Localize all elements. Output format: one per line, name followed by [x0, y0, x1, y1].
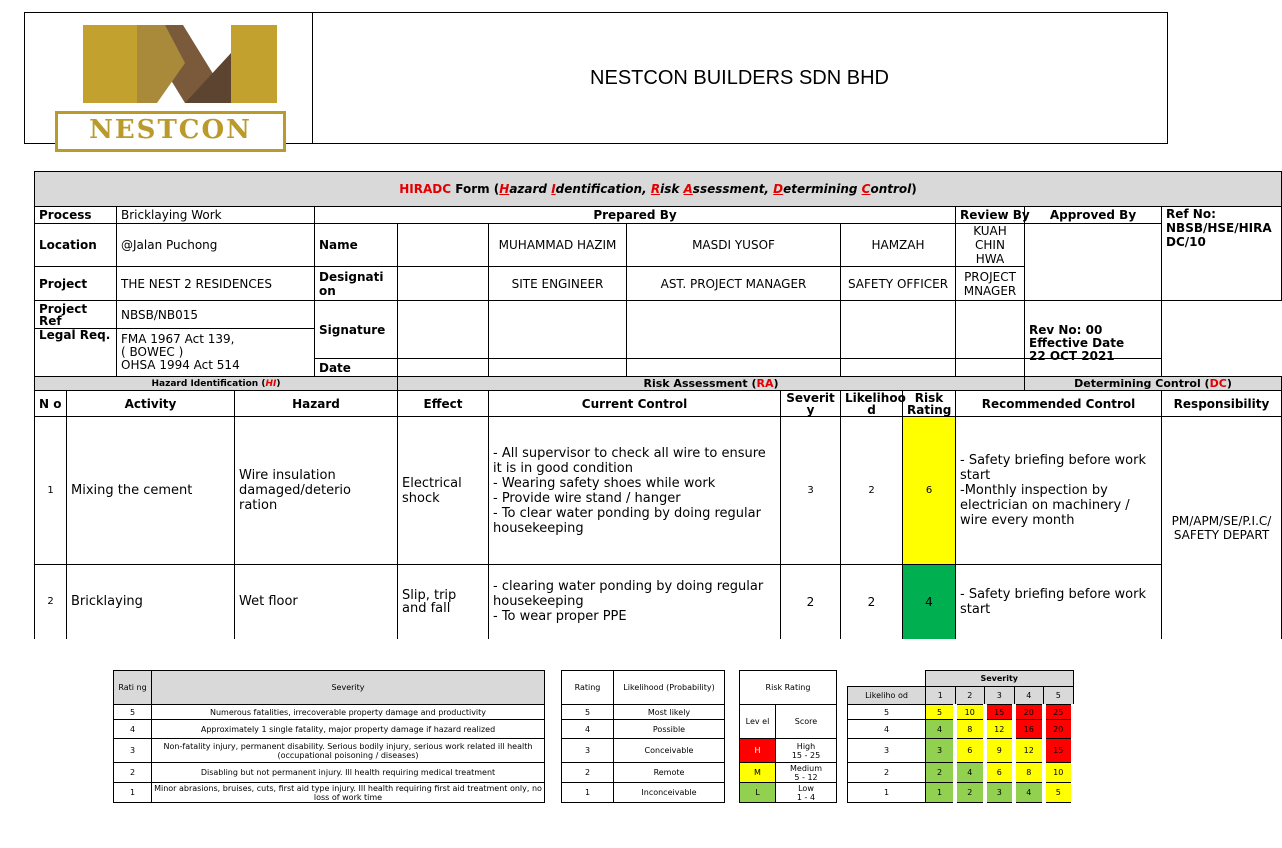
- matrix-col-head: 5: [1044, 687, 1074, 705]
- process-label: Process: [35, 207, 117, 224]
- matrix-row-likelihood: 2: [848, 763, 926, 783]
- matrix-cell: 20: [1044, 720, 1074, 739]
- matrix-cell: 8: [955, 720, 985, 739]
- severity-desc: Minor abrasions, bruises, cuts, first aid type injury. Ill health requiring first aid treatment only, no loss of work time: [152, 783, 545, 803]
- row-1-hazard: Wire insulation damaged/deterio ration: [235, 417, 398, 565]
- col-severity: Severit y: [781, 391, 841, 417]
- matrix-cell: 15: [1044, 739, 1074, 763]
- responsibility: PM/APM/SE/P.I.C/ SAFETY DEPART: [1162, 417, 1282, 639]
- row-1-severity: 3: [781, 417, 841, 565]
- location-label: Location: [35, 224, 117, 267]
- severity-desc: Disabling but not permanent injury. Ill health requiring medical treatment: [152, 763, 545, 783]
- severity-legend-rating-header: Rati ng: [114, 671, 152, 705]
- row-1-no: 1: [35, 417, 67, 565]
- likelihood-desc: Conceivable: [614, 739, 725, 763]
- row-2-no: 2: [35, 565, 67, 639]
- matrix-cell: 1: [926, 783, 956, 803]
- col-activity: Activity: [67, 391, 235, 417]
- col-effect: Effect: [398, 391, 489, 417]
- matrix-row: [848, 739, 1074, 763]
- form-title: HIRADC Form (Hazard Identification, Risk Assessment, Determining Control): [35, 172, 1282, 207]
- designation-4: PROJECT MNAGER: [956, 267, 1025, 301]
- ref-no: Ref No: NBSB/HSE/HIRA DC/10: [1162, 207, 1282, 301]
- date-3: [841, 359, 956, 377]
- row-1-recommended: - Safety briefing before work start -Monthly inspection by electrician on machinery / wire every month: [956, 417, 1162, 565]
- row-2-effect: Slip, trip and fall: [398, 565, 489, 639]
- likelihood-desc: Most likely: [614, 705, 725, 720]
- matrix-cell: 16: [1014, 720, 1044, 739]
- project-ref-value: NBSB/NB015: [117, 301, 315, 329]
- likelihood-legend-rating-header: Rating: [562, 671, 614, 705]
- date-2: [627, 359, 841, 377]
- name-blank: [398, 224, 489, 267]
- legal-req-label: Legal Req.: [35, 329, 117, 377]
- severity-legend: [113, 670, 545, 803]
- likelihood-desc: Inconceivable: [614, 783, 725, 803]
- severity-rating: 3: [114, 739, 152, 763]
- row-1-activity: Mixing the cement: [67, 417, 235, 565]
- matrix-row: [848, 720, 1074, 739]
- date-4: [956, 359, 1025, 377]
- row-2-likelihood: 2: [841, 565, 903, 639]
- row-2-hazard: Wet floor: [235, 565, 398, 639]
- title-expansion: Hazard Identification, Risk Assessment, Determining Control: [499, 182, 912, 196]
- review-by-label: Review By: [956, 207, 1025, 224]
- location-value: @Jalan Puchong: [117, 224, 315, 267]
- hiradc-form: [34, 171, 1272, 639]
- matrix-cell: 12: [1014, 739, 1044, 763]
- row-2-recommended: - Safety briefing before work start: [956, 565, 1162, 639]
- risk-matrix: [847, 670, 1075, 803]
- matrix-row-likelihood: 3: [848, 739, 926, 763]
- approved-name: KUAH CHIN HWA: [956, 224, 1025, 267]
- col-recommended: Recommended Control: [956, 391, 1162, 417]
- matrix-row: [848, 705, 1074, 720]
- risk-score-low: Low 1 - 4: [776, 783, 837, 803]
- section-dc: Determining Control (DC): [1025, 377, 1282, 391]
- matrix-col-head: 3: [985, 687, 1015, 705]
- risk-score-medium: Medium 5 - 12: [776, 763, 837, 783]
- date-label: Date: [315, 359, 398, 377]
- project-label: Project: [35, 267, 117, 301]
- col-responsibility: Responsibility: [1162, 391, 1282, 417]
- matrix-cell: 4: [1014, 783, 1044, 803]
- matrix-cell: 6: [955, 739, 985, 763]
- matrix-cell: 25: [1044, 705, 1074, 720]
- form-table: [34, 171, 1282, 639]
- matrix-cell: 12: [985, 720, 1015, 739]
- approved-by-label: Approved By: [1025, 207, 1162, 224]
- matrix-col-head: 1: [926, 687, 956, 705]
- likelihood-rating: 2: [562, 763, 614, 783]
- severity-rating: 5: [114, 705, 152, 720]
- signature-label: Signature: [315, 301, 398, 359]
- matrix-cell: 15: [985, 705, 1015, 720]
- effective-date: Effective Date 22 OCT 2021: [1025, 359, 1162, 377]
- risk-rating-legend: [739, 670, 837, 803]
- risk-level-medium: M: [740, 763, 776, 783]
- likelihood-rating: 5: [562, 705, 614, 720]
- document-header: [24, 12, 1168, 144]
- row-1-risk: 6: [903, 417, 956, 565]
- date-1: [489, 359, 627, 377]
- matrix-col-head: 4: [1014, 687, 1044, 705]
- col-risk-rating: Risk Rating: [903, 391, 956, 417]
- matrix-cell: 6: [985, 763, 1015, 783]
- matrix-col-head: 2: [955, 687, 985, 705]
- section-ra: Risk Assessment (RA): [398, 377, 1025, 391]
- company-name: NESTCON BUILDERS SDN BHD: [590, 66, 889, 89]
- date-blank: [398, 359, 489, 377]
- logo-text: NESTCON: [55, 111, 286, 152]
- matrix-corner: [848, 671, 926, 687]
- severity-desc: Numerous fatalities, irrecoverable property damage and productivity: [152, 705, 545, 720]
- matrix-row: [848, 783, 1074, 803]
- review-name: HAMZAH: [841, 224, 956, 267]
- risk-legend-header: Risk Rating: [740, 671, 837, 705]
- prepared-by-label: Prepared By: [315, 207, 956, 224]
- row-2-activity: Bricklaying: [67, 565, 235, 639]
- logo: [25, 13, 313, 143]
- legal-req-value: FMA 1967 Act 139, ( BOWEC ) OHSA 1994 Act 514: [117, 329, 315, 377]
- matrix-cell: 2: [926, 763, 956, 783]
- matrix-cell: 10: [955, 705, 985, 720]
- matrix-row: [848, 763, 1074, 783]
- designation-label: Designati on: [315, 267, 398, 301]
- col-hazard: Hazard: [235, 391, 398, 417]
- matrix-cell: 8: [1014, 763, 1044, 783]
- signature-1: [489, 301, 627, 359]
- row-2-severity: 2: [781, 565, 841, 639]
- matrix-row-likelihood: 1: [848, 783, 926, 803]
- severity-desc: Approximately 1 single fatality, major property damage if hazard realized: [152, 720, 545, 739]
- likelihood-rating: 3: [562, 739, 614, 763]
- matrix-cell: 4: [955, 763, 985, 783]
- matrix-severity-header: Severity: [926, 671, 1074, 687]
- risk-level-high: H: [740, 739, 776, 763]
- severity-rating: 4: [114, 720, 152, 739]
- matrix-cell: 4: [926, 720, 956, 739]
- matrix-cell: 5: [1044, 783, 1074, 803]
- project-ref-label: Project Ref: [35, 301, 117, 329]
- signature-4: [956, 301, 1025, 359]
- row-1-control: - All supervisor to check all wire to ensure it is in good condition - Wearing safety shoes while work - Provide wire stand / hanger - To clear water ponding by doing regular housekeeping: [489, 417, 781, 565]
- likelihood-rating: 1: [562, 783, 614, 803]
- section-hi: Hazard Identification (HI): [35, 377, 398, 391]
- row-2-control: - clearing water ponding by doing regular housekeeping - To wear proper PPE: [489, 565, 781, 639]
- name-label: Name: [315, 224, 398, 267]
- signature-blank: [398, 301, 489, 359]
- prepared-name-1: MUHAMMAD HAZIM: [489, 224, 627, 267]
- matrix-cell: 3: [985, 783, 1015, 803]
- matrix-row-likelihood: 5: [848, 705, 926, 720]
- designation-blank: [398, 267, 489, 301]
- matrix-cell: 10: [1044, 763, 1074, 783]
- likelihood-rating: 4: [562, 720, 614, 739]
- process-value: Bricklaying Work: [117, 207, 315, 224]
- row-1-likelihood: 2: [841, 417, 903, 565]
- likelihood-desc: Possible: [614, 720, 725, 739]
- col-no: N o: [35, 391, 67, 417]
- col-current-control: Current Control: [489, 391, 781, 417]
- likelihood-legend: [561, 670, 725, 803]
- col-likelihood: Likelihoo d: [841, 391, 903, 417]
- signature-2: [627, 301, 841, 359]
- severity-legend-header: Severity: [152, 671, 545, 705]
- risk-level-low: L: [740, 783, 776, 803]
- likelihood-legend-header: Likelihood (Probability): [614, 671, 725, 705]
- risk-legend-score-header: Score: [776, 705, 837, 739]
- designation-3: SAFETY OFFICER: [841, 267, 956, 301]
- rev-no: Rev No: 00: [1025, 301, 1162, 359]
- risk-score-high: High 15 - 25: [776, 739, 837, 763]
- matrix-cell: 9: [985, 739, 1015, 763]
- matrix-cell: 2: [955, 783, 985, 803]
- designation-1: SITE ENGINEER: [489, 267, 627, 301]
- project-value: THE NEST 2 RESIDENCES: [117, 267, 315, 301]
- row-1-effect: Electrical shock: [398, 417, 489, 565]
- matrix-cell: 20: [1014, 705, 1044, 720]
- row-2-risk: 4: [903, 565, 956, 639]
- severity-desc: Non-fatality injury, permanent disability. Serious bodily injury, serious work related ill health (occupational poisoning / diseases): [152, 739, 545, 763]
- matrix-likelihood-header: Likeliho od: [848, 687, 926, 705]
- signature-3: [841, 301, 956, 359]
- matrix-cell: 5: [926, 705, 956, 720]
- prepared-name-2: MASDI YUSOF: [627, 224, 841, 267]
- risk-legend-level-header: Lev el: [740, 705, 776, 739]
- severity-rating: 1: [114, 783, 152, 803]
- designation-2: AST. PROJECT MANAGER: [627, 267, 841, 301]
- matrix-row-likelihood: 4: [848, 720, 926, 739]
- severity-rating: 2: [114, 763, 152, 783]
- matrix-cell: 3: [926, 739, 956, 763]
- likelihood-desc: Remote: [614, 763, 725, 783]
